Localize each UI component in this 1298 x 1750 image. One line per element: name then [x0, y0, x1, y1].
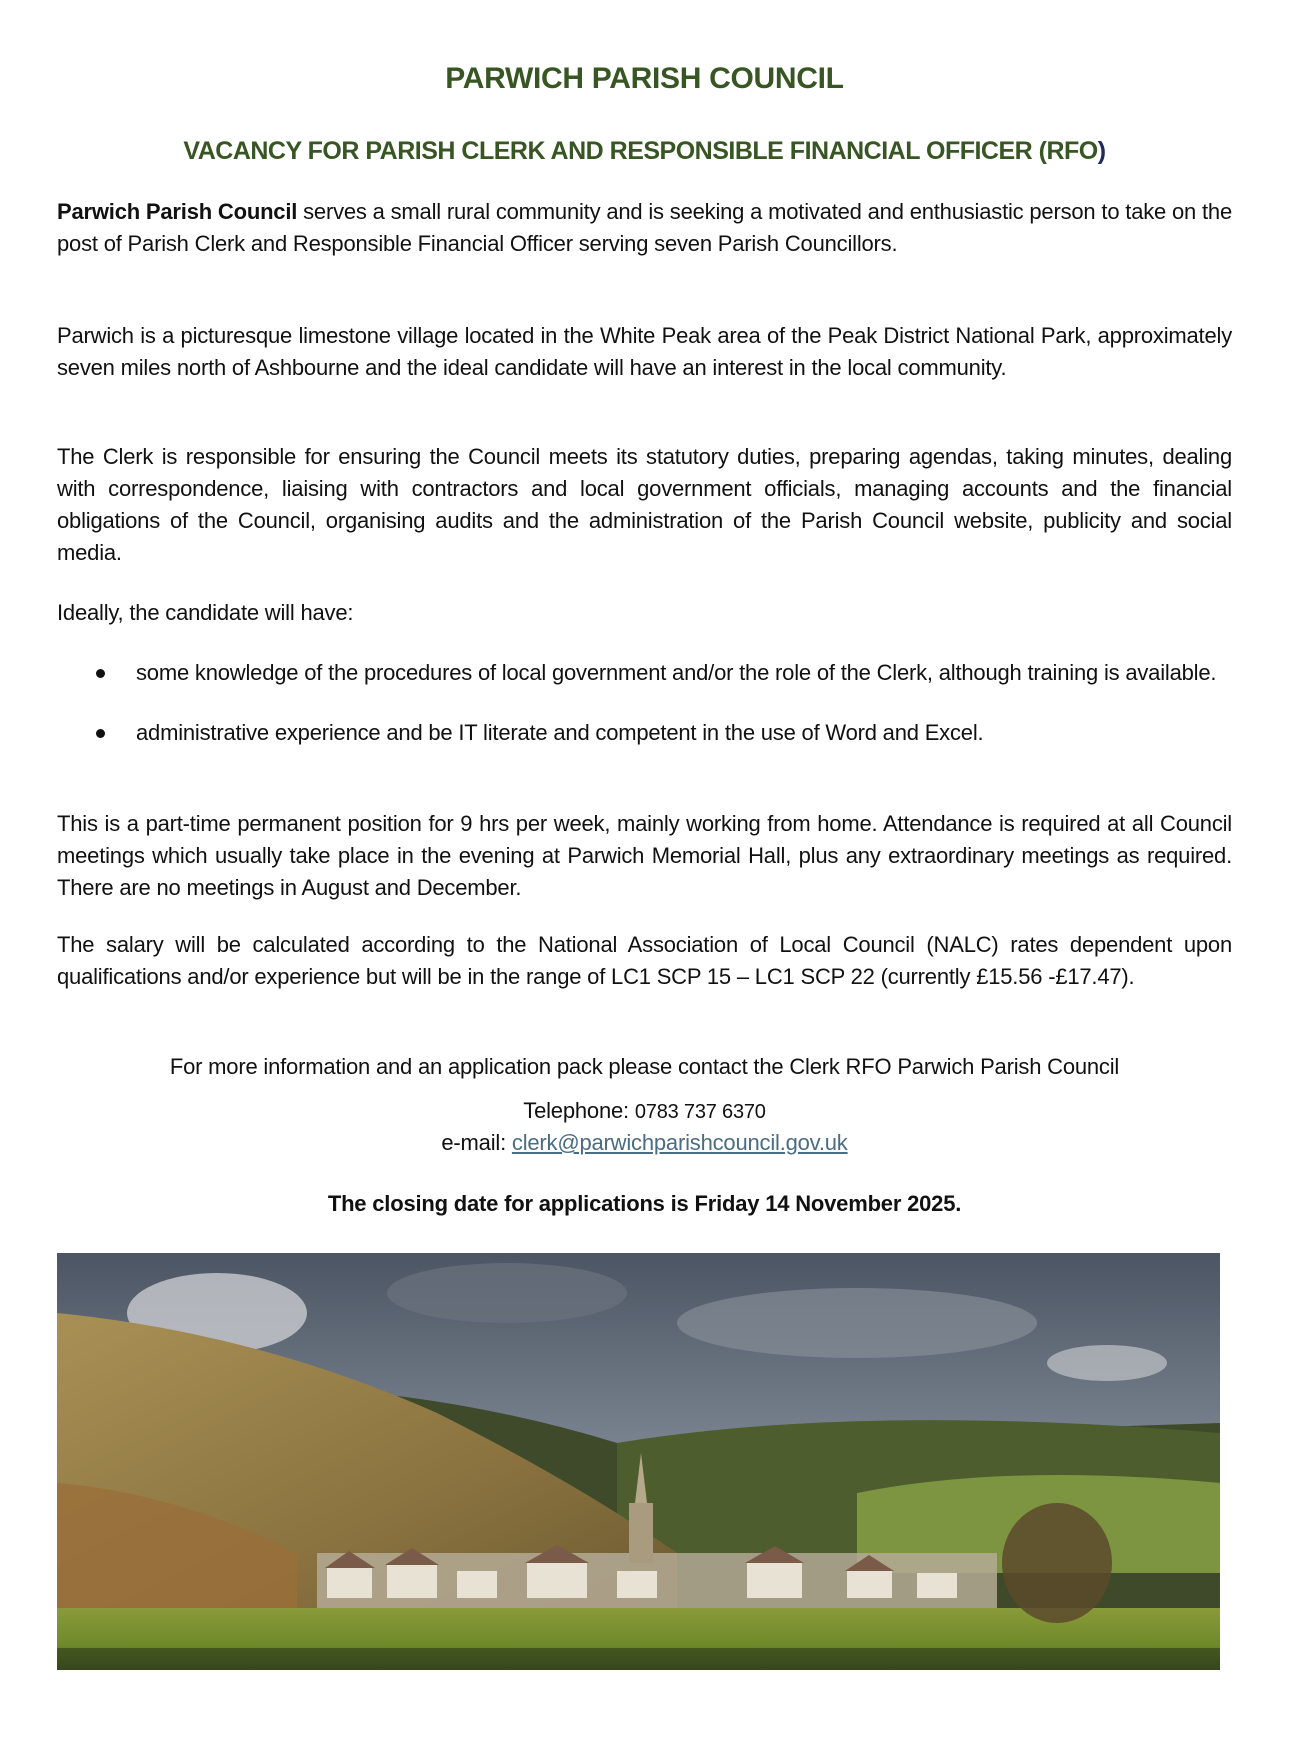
location-paragraph: Parwich is a picturesque limestone village located in the White Peak area of the Peak District National Park, approximately seven miles north of Ashbourne and the ideal candidate will have an interest in the local community.: [57, 323, 1232, 380]
requirement-item: [57, 657, 1232, 689]
vacancy-heading-paren: ): [1097, 137, 1106, 165]
salary-paragraph: The salary will be calculated according to the National Association of Local Council (NALC) rates dependent upon qualifications and/or experience but will be in the range of LC1 SCP 15 – LC1 SCP 22 (currently £15.56 -£17.47).: [57, 932, 1232, 989]
bullet-icon: [96, 729, 105, 738]
vacancy-heading: [57, 137, 1232, 166]
telephone-line: [27, 1095, 1262, 1128]
council-name: Parwich Parish Council: [57, 199, 298, 224]
page-title: PARWICH PARISH COUNCIL: [445, 62, 844, 95]
hours-paragraph: This is a part-time permanent position for 9 hrs per week, mainly working from home. Attendance is required at all Council meetings which usually take place in the evening at Parwich Memorial Hall, plus any extraordinary meetings as required. There are no meetings in August and December.: [57, 811, 1232, 900]
intro-text: serves a small rural community and is seeking a motivated and enthusiastic person to take on the post of Parish Clerk and Responsible Financial Officer serving seven Parish Councillors.: [57, 199, 1232, 256]
requirement-text: administrative experience and be IT literate and competent in the use of Word and Excel.: [136, 720, 984, 745]
telephone-number[interactable]: 0783 737 6370: [634, 1101, 766, 1123]
requirement-text: some knowledge of the procedures of local government and/or the role of the Clerk, although training is available.: [136, 660, 1217, 685]
ideal-intro: Ideally, the candidate will have:: [57, 600, 354, 625]
email-label: e-mail:: [441, 1130, 512, 1155]
intro-paragraph: [57, 196, 1232, 260]
village-landscape-photo: [57, 1253, 1220, 1670]
email-line: [27, 1127, 1262, 1159]
duties-paragraph: The Clerk is responsible for ensuring the Council meets its statutory duties, preparing agendas, taking minutes, dealing with correspondence, liaising with contractors and local government officials, managing accounts and the financial obligations of the Council, organising audits and the administration of the Parish Council website, publicity and social media.: [57, 444, 1232, 565]
contact-intro: For more information and an application pack please contact the Clerk RFO Parwich Parish Council: [169, 1054, 1120, 1079]
closing-date: The closing date for applications is Friday 14 November 2025.: [327, 1191, 962, 1216]
email-link[interactable]: clerk@parwichparishcouncil.gov.uk: [511, 1130, 848, 1155]
vacancy-heading-text: VACANCY FOR PARISH CLERK AND RESPONSIBLE FINANCIAL OFFICER (RFO: [183, 137, 1098, 165]
requirement-item: [57, 717, 1232, 749]
telephone-label: Telephone:: [523, 1098, 635, 1123]
requirements-list: [57, 657, 1232, 749]
bullet-icon: [96, 669, 105, 678]
